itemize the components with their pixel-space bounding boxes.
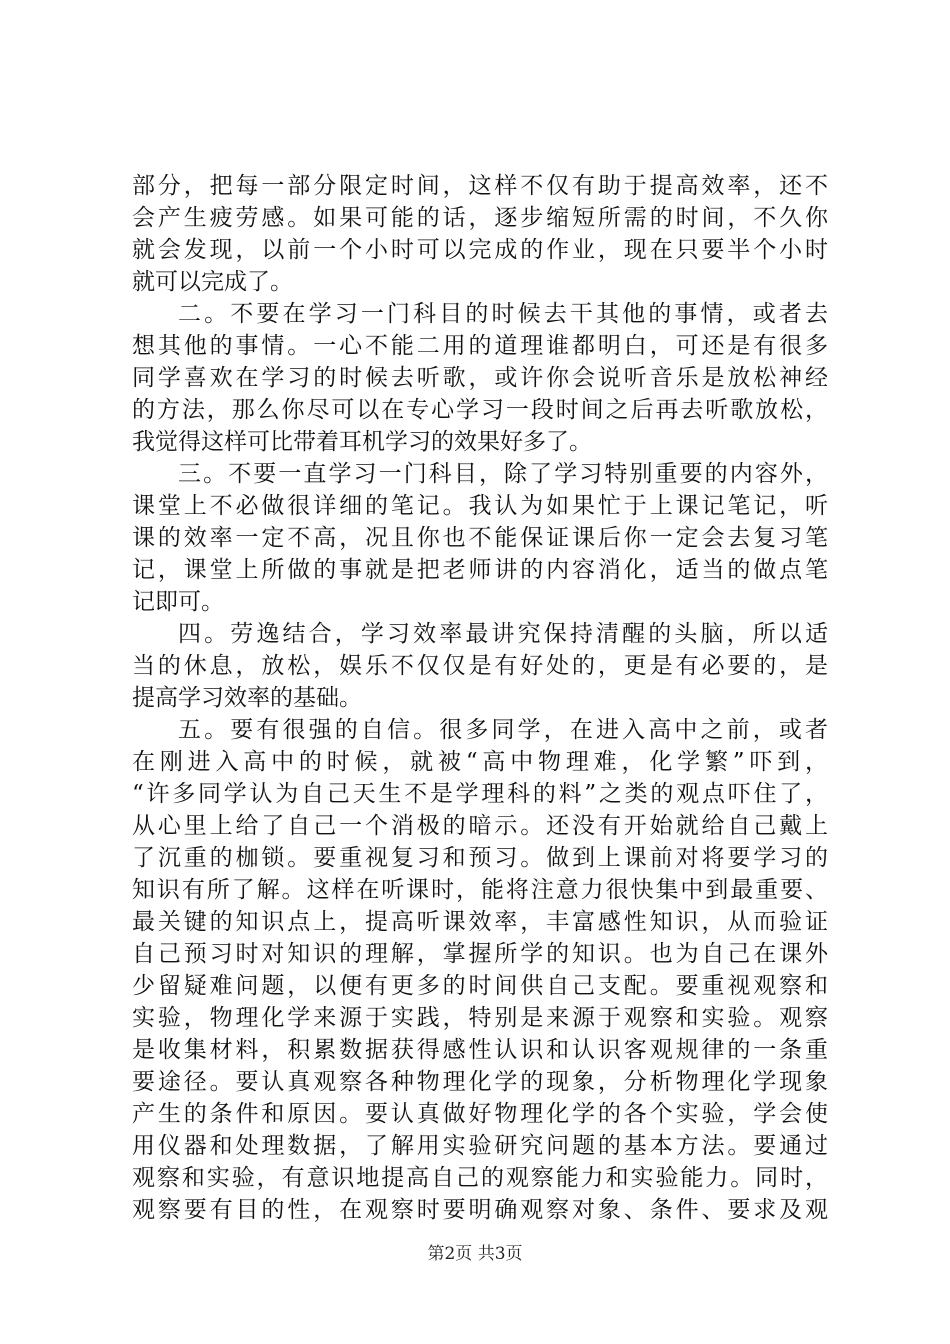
text-line: 产生的条件和原因。要认真做好物理化学的各个实验，学会使 xyxy=(132,1101,828,1127)
text-line: 五。要有很强的自信。很多同学，在进入高中之前，或者 xyxy=(178,717,828,743)
text-line: 是收集材料，积累数据获得感性认识和认识客观规律的一条重 xyxy=(132,1037,828,1063)
text-line: 就会发现，以前一个小时可以完成的作业，现在只要半个小时 xyxy=(132,237,828,263)
document-body xyxy=(132,170,828,1226)
text-line: 知识有所了解。这样在听课时，能将注意力很快集中到最重要、 xyxy=(132,877,828,903)
text-line: 同学喜欢在学习的时候去听歌，或许你会说听音乐是放松神经 xyxy=(132,365,828,391)
text-line: 记，课堂上所做的事就是把老师讲的内容消化，适当的做点笔 xyxy=(132,557,828,583)
text-line: 了沉重的枷锁。要重视复习和预习。做到上课前对将要学习的 xyxy=(132,845,828,871)
page-footer: 第2页 共3页 xyxy=(427,1244,523,1264)
text-line: 记即可。 xyxy=(132,589,224,615)
text-line: 会产生疲劳感。如果可能的话，逐步缩短所需的时间，不久你 xyxy=(132,205,828,231)
text-line: 四。劳逸结合，学习效率最讲究保持清醒的头脑，所以适 xyxy=(178,621,828,647)
text-line: 课堂上不必做很详细的笔记。我认为如果忙于上课记笔记，听 xyxy=(132,493,828,519)
text-line: 就可以完成了。 xyxy=(132,269,293,295)
text-line: 的方法，那么你尽可以在专心学习一段时间之后再去听歌放松， xyxy=(132,397,828,423)
text-line: 课的效率一定不高，况且你也不能保证课后你一定会去复习笔 xyxy=(132,525,828,551)
text-line: 提高学习效率的基础。 xyxy=(132,685,362,711)
text-line: 从心里上给了自己一个消极的暗示。还没有开始就给自己戴上 xyxy=(132,813,828,839)
text-line: 观察和实验，有意识地提高自己的观察能力和实验能力。同时， xyxy=(132,1165,828,1191)
text-line: 我觉得这样可比带着耳机学习的效果好多了。 xyxy=(132,429,592,455)
text-line: 在刚进入高中的时候，就被“高中物理难，化学繁”吓到， xyxy=(132,749,828,775)
text-line: 用仪器和处理数据，了解用实验研究问题的基本方法。要通过 xyxy=(132,1133,828,1159)
text-line: 要途径。要认真观察各种物理化学的现象，分析物理化学现象 xyxy=(132,1069,828,1095)
text-line: 观察要有目的性，在观察时要明确观察对象、条件、要求及观 xyxy=(132,1197,828,1223)
text-line: 三。不要一直学习一门科目，除了学习特别重要的内容外， xyxy=(178,461,828,487)
text-line: 部分，把每一部分限定时间，这样不仅有助于提高效率，还不 xyxy=(132,173,828,199)
text-line: 自己预习时对知识的理解，掌握所学的知识。也为自己在课外 xyxy=(132,941,828,967)
text-line: 当的休息，放松，娱乐不仅仅是有好处的，更是有必要的，是 xyxy=(132,653,828,679)
text-line: 二。不要在学习一门科目的时候去干其他的事情，或者去 xyxy=(178,301,828,327)
text-line: “许多同学认为自己天生不是学理科的料”之类的观点吓住了， xyxy=(132,781,828,807)
text-line: 实验，物理化学来源于实践，特别是来源于观察和实验。观察 xyxy=(132,1005,828,1031)
text-line: 想其他的事情。一心不能二用的道理谁都明白，可还是有很多 xyxy=(132,333,828,359)
text-line: 少留疑难问题，以便有更多的时间供自己支配。要重视观察和 xyxy=(132,973,828,999)
text-line: 最关键的知识点上，提高听课效率，丰富感性知识，从而验证 xyxy=(132,909,828,935)
